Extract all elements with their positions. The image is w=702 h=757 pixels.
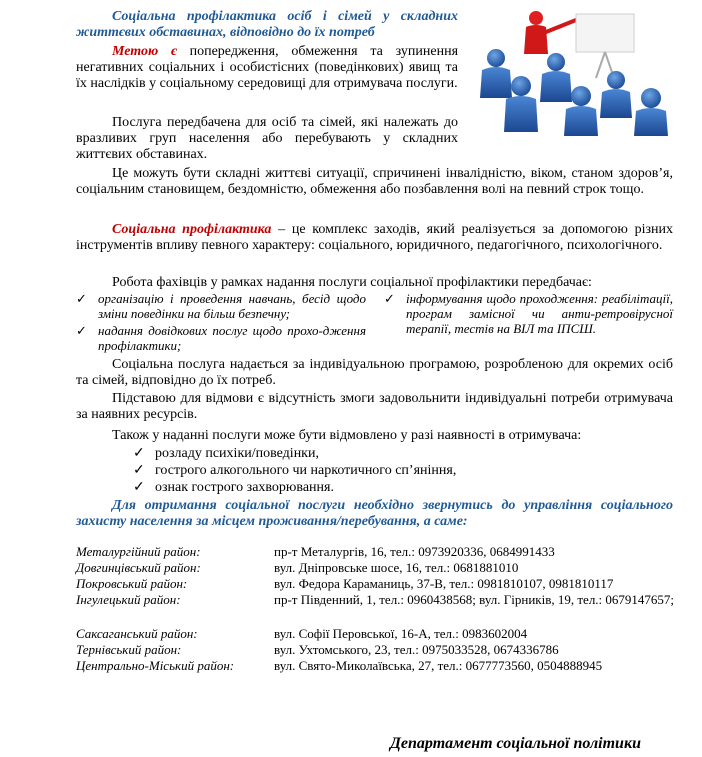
footer-department: Департамент соціальної політики — [390, 735, 641, 752]
work-item: ✓ надання довідкових послуг щодо прохо-дження профілактики; — [76, 323, 366, 353]
target-groups-paragraph: Послуга передбачена для осіб та сімей, які належать до вразливих груп населення або перебувають у складних життєвих обставинах. — [76, 115, 458, 163]
definition-paragraph: Соціальна профілактика – це комплекс заходів, який реалізується за допомогою різних інструментів впливу певного характеру: соціального, юридичного, педагогічного, психологічного. — [76, 222, 673, 254]
check-icon: ✓ — [384, 291, 395, 306]
goal-paragraph: Метою є попередження, обмеження та зупинення негативних соціальних і особистісних (поведінкових) явищ та їх наслідків у соціальному середовищі для отримувача послуги. — [76, 44, 459, 92]
check-icon: ✓ — [76, 323, 87, 338]
page-title: Соціальна профілактика осіб і сімей у складних життєвих обставинах, відповідно до їх потреб — [76, 9, 458, 40]
individual-program-paragraph: Соціальна послуга надається за індивідуальною програмою, розробленою для окремих осіб та сімей, відповідно до їх потреб. — [76, 357, 673, 389]
check-icon: ✓ — [76, 291, 87, 306]
work-item: ✓ організацію і проведення навчань, бесід щодо зміни поведінки на більш безпечну; — [76, 291, 366, 321]
check-icon: ✓ — [133, 463, 145, 478]
contact-intro: Для отримання соціальної послуги необхідно звернутись до управління соціального захисту населення за місцем проживання/перебування, а саме: — [76, 498, 673, 529]
refusal-basis-paragraph: Підставою для відмови є відсутність змоги задовольнити індивідуальні потреби отримувача за наявних ресурсів. — [76, 391, 673, 423]
life-situations-paragraph: Це можуть бути складні життєві ситуації, спричинені інвалідністю, віком, станом здоров’я, соціальним становищем, бездомністю, обмеження або позбавлення волі на певний строк тощо. — [76, 166, 673, 198]
refusal-item: ✓ розладу психіки/поведінки, — [133, 446, 319, 461]
check-icon: ✓ — [133, 446, 145, 461]
refusal-item: ✓ ознак гострого захворювання. — [133, 480, 334, 495]
refusal-intro-paragraph: Також у наданні послуги може бути відмовлено у разі наявності в отримувача: — [112, 428, 582, 443]
refusal-item: ✓ гострого алкогольного чи наркотичного сп’яніння, — [133, 463, 457, 478]
check-icon: ✓ — [133, 480, 145, 495]
work-item: ✓ інформування щодо проходження: реабілітації, програм замісної чи анти-ретровірусної терапії, тестів на ВІЛ та ІПСШ. — [384, 291, 673, 336]
work-intro-paragraph: Робота фахівців у рамках надання послуги соціальної профілактики передбачає: — [112, 275, 592, 290]
presentation-people-icon — [466, 6, 674, 138]
